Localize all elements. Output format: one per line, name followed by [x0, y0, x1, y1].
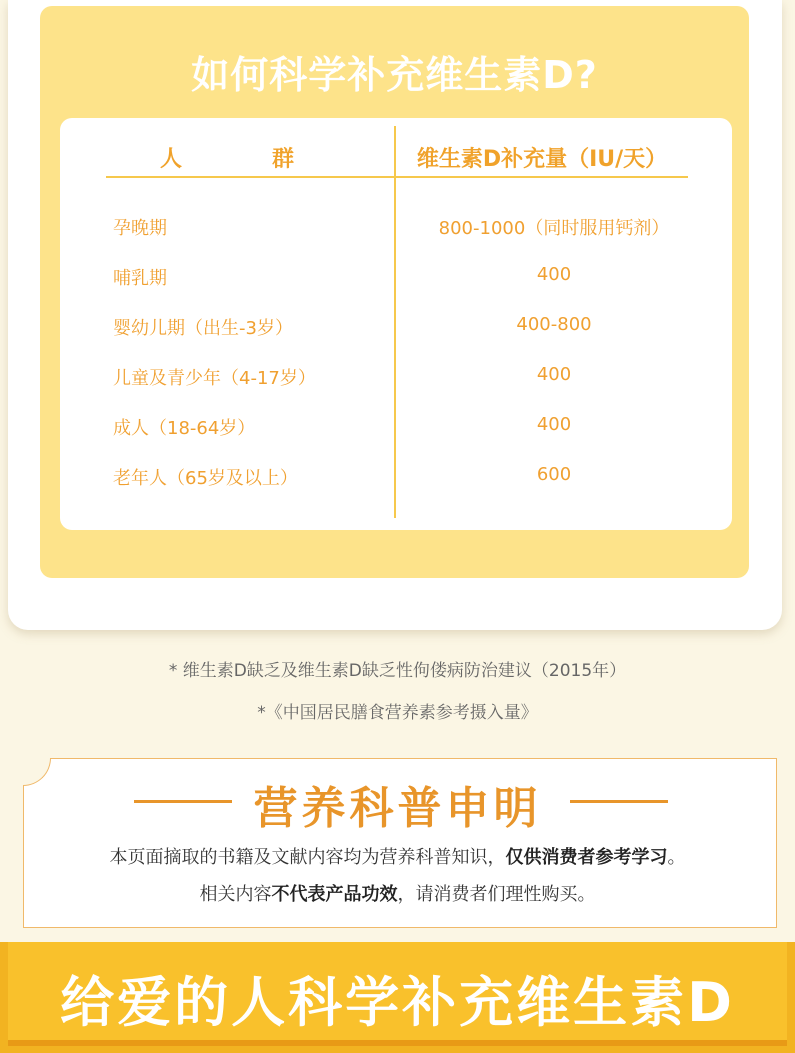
reference-note-2: *《中国居民膳食营养素参考摄入量》	[257, 703, 538, 723]
row-group: 哺乳期	[113, 268, 167, 289]
table-row	[0, 214, 795, 244]
header-divider	[106, 176, 688, 178]
row-group: 成人（18-64岁）	[113, 418, 256, 439]
row-amount: 800-1000（同时服用钙剂）	[438, 218, 670, 239]
statement-line-2-end: ，请消费者们理性购买。	[397, 884, 596, 905]
statement-line-2-text: 相关内容	[199, 884, 272, 905]
statement-line-1	[0, 843, 795, 869]
table-row	[0, 464, 795, 494]
statement-line-2-bold: 不代表产品功效	[271, 884, 398, 905]
header-group-char-1: 人	[160, 147, 183, 172]
row-amount: 600	[536, 464, 572, 485]
statement-line-1-end: 。	[667, 847, 686, 868]
table-row	[0, 314, 795, 344]
row-group: 儿童及青少年（4-17岁）	[113, 368, 316, 389]
row-amount: 400-800	[516, 314, 592, 335]
table-row	[0, 414, 795, 444]
header-group-char-2: 群	[272, 147, 295, 172]
row-group: 老年人（65岁及以上）	[113, 468, 298, 489]
statement-line-1-text: 本页面摘取的书籍及文献内容均为营养科普知识，	[109, 847, 506, 868]
row-amount: 400	[536, 264, 572, 285]
banner-text: 给爱的人科学补充维生素D	[60, 971, 735, 1034]
row-amount: 400	[536, 414, 572, 435]
table-row	[0, 264, 795, 294]
row-group: 孕晚期	[113, 218, 167, 239]
row-amount: 400	[536, 364, 572, 385]
header-amount: 维生素D补充量（IU/天）	[416, 147, 668, 172]
statement-line-1-bold: 仅供消费者参考学习	[505, 847, 668, 868]
reference-note-1: * 维生素D缺乏及维生素D缺乏性佝偻病防治建议（2015年）	[168, 661, 627, 681]
row-group: 婴幼儿期（出生-3岁）	[113, 318, 293, 339]
table-row	[0, 364, 795, 394]
panel-title: 如何科学补充维生素D?	[191, 53, 598, 97]
statement-title: 营养科普申明	[253, 783, 542, 834]
statement-line-2	[0, 880, 795, 906]
